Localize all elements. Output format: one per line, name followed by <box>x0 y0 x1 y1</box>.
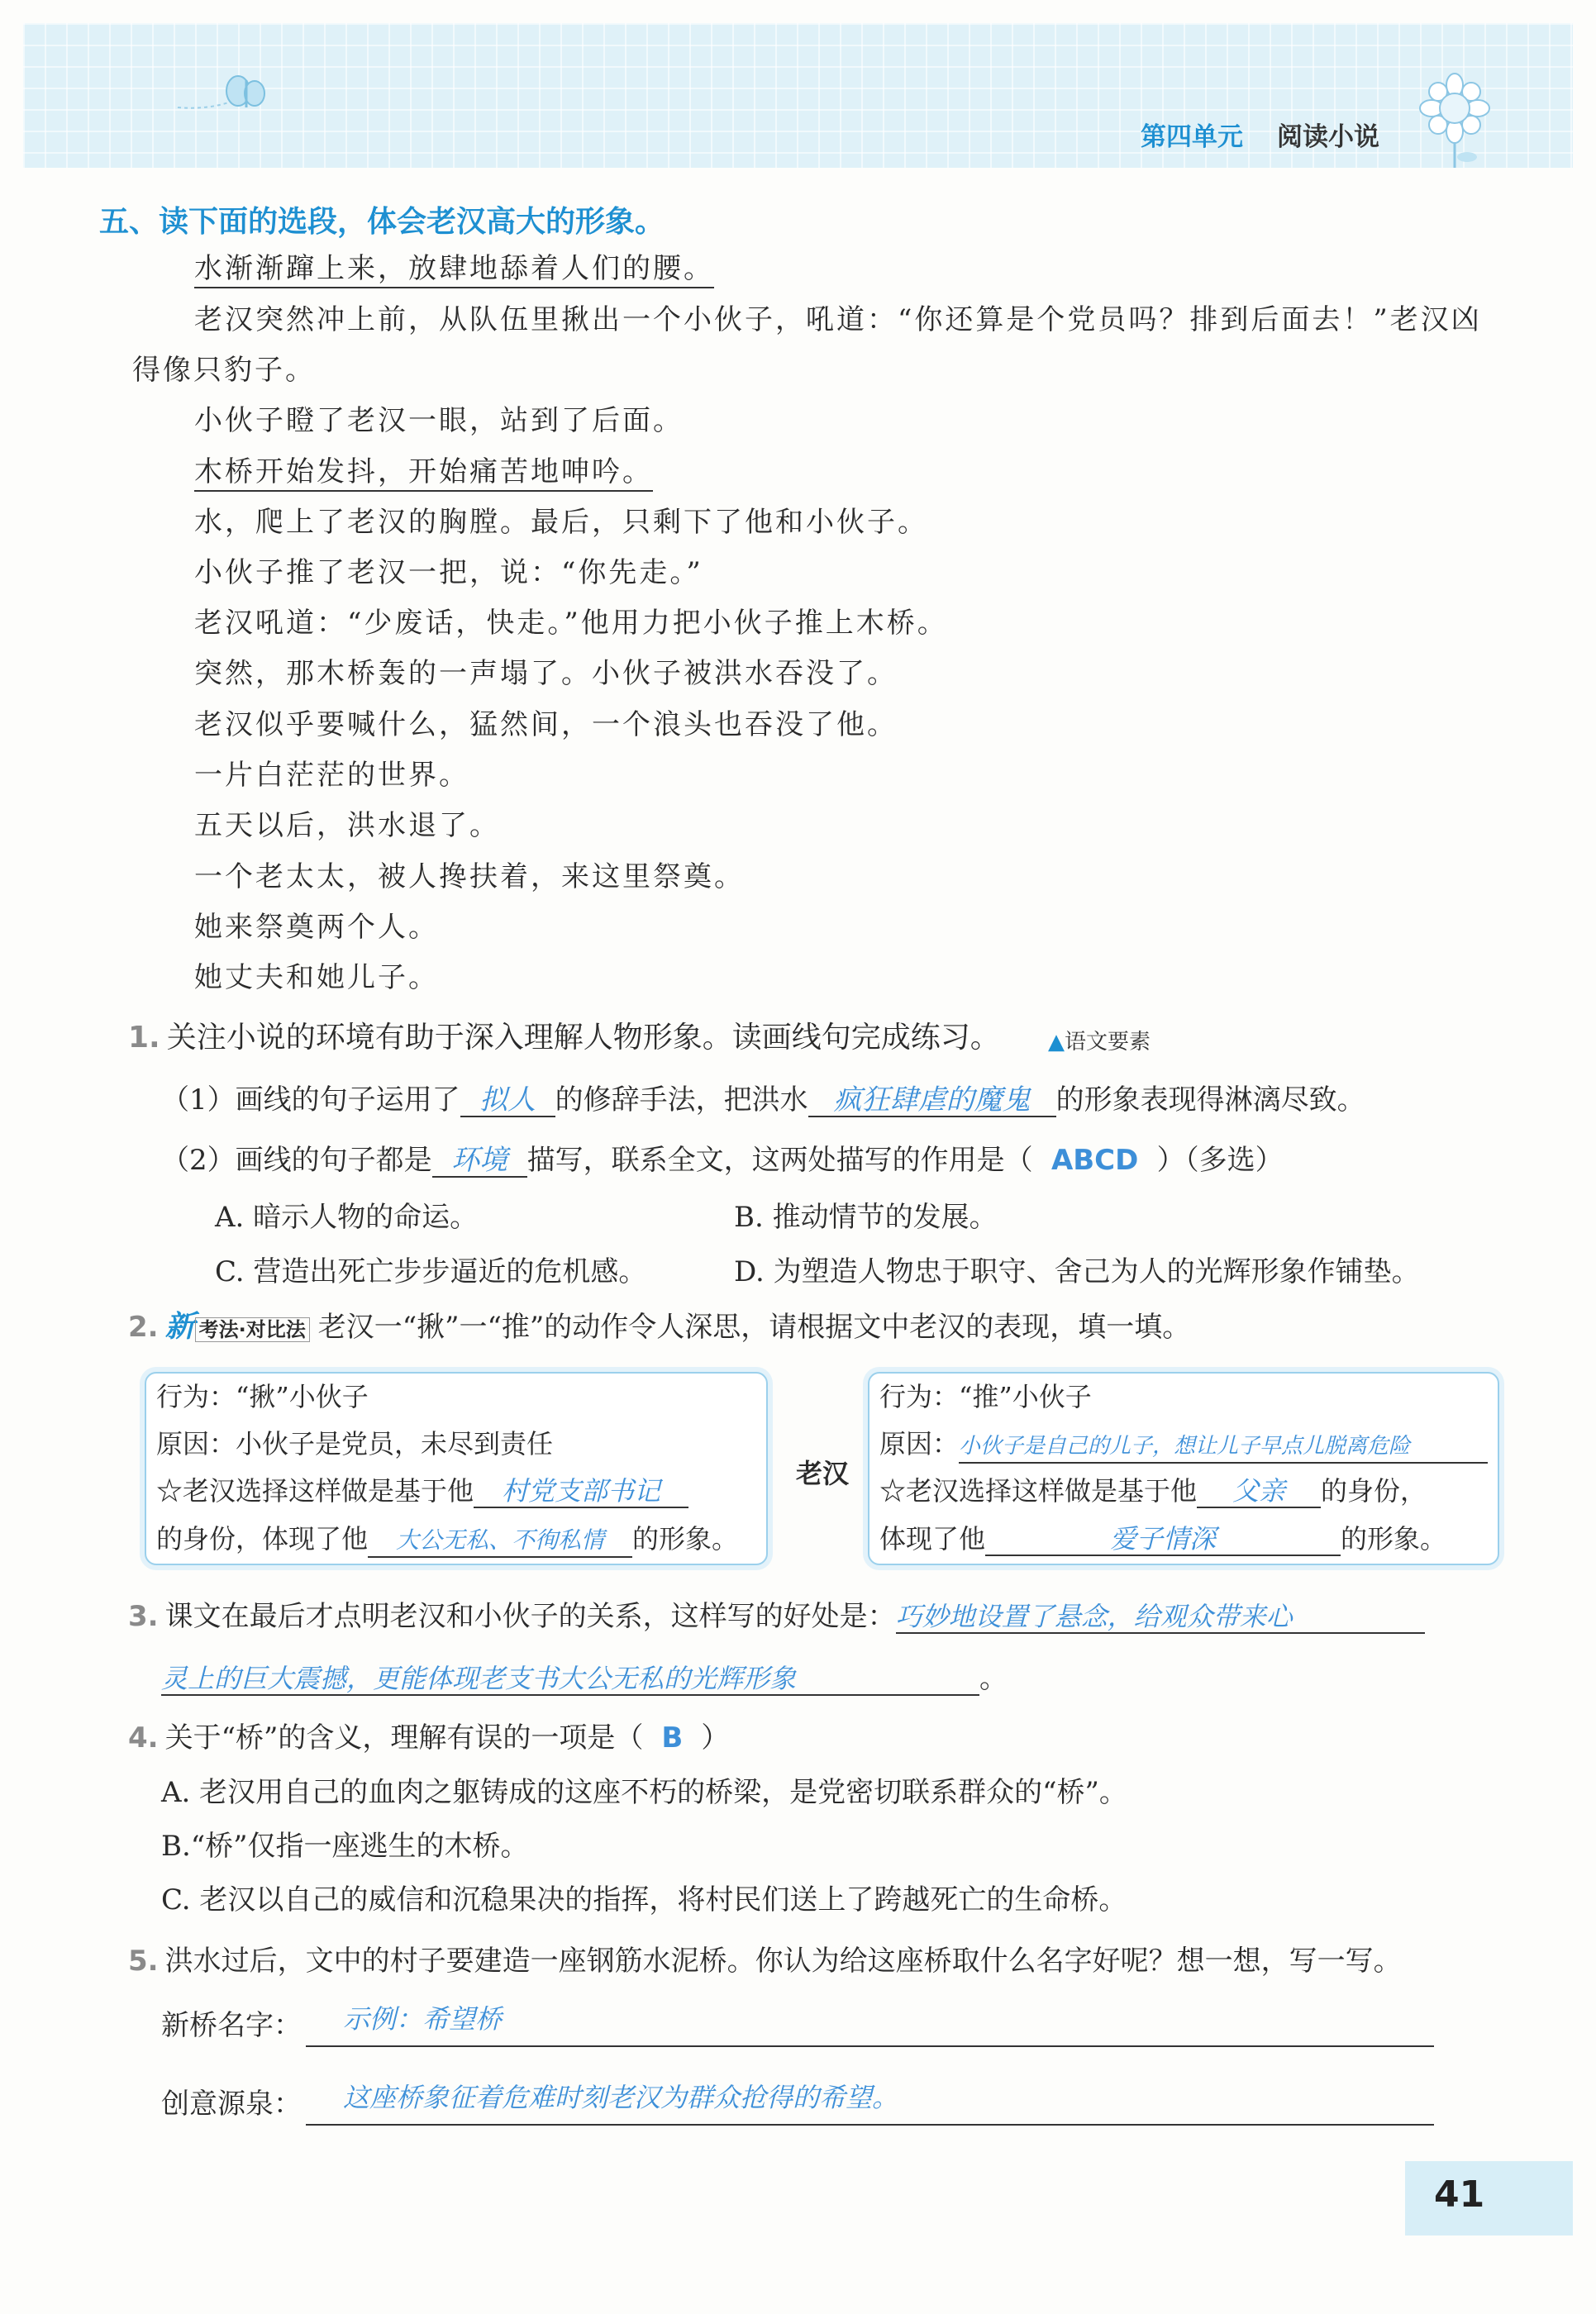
answer-blank[interactable] <box>959 1428 1488 1464</box>
bridge-name-label: 新桥名字： <box>161 2009 302 2042</box>
butterfly-icon <box>174 70 273 120</box>
answer-blank[interactable] <box>896 1601 1425 1634</box>
answer-blank[interactable] <box>474 1475 688 1508</box>
passage-line: 突然，那木桥轰的一声塌了。小伙子被洪水吞没了。 <box>194 657 898 690</box>
passage-line: 一片白茫茫的世界。 <box>194 759 469 792</box>
question-text: 洪水过后，文中的村子要建造一座钢筋水泥桥。你认为给这座桥取什么名字好呢？想一想，写一写。 <box>164 1945 1402 1978</box>
warning-triangle-icon: ▲ <box>1048 1030 1065 1055</box>
q1-option-a: A. 暗示人物的命运。 <box>215 1201 479 1234</box>
box-identity <box>156 1474 688 1508</box>
question-text: 老汉一“揪”一“推”的动作令人深思，请根据文中老汉的表现，填一填。 <box>317 1311 1191 1344</box>
answer-blank[interactable] <box>460 1084 555 1117</box>
section-label: 阅读小说 <box>1277 122 1379 152</box>
box-image <box>156 1522 738 1558</box>
handwritten-answer: 父亲 <box>1232 1475 1286 1507</box>
answer-blank[interactable] <box>432 1145 527 1178</box>
handwritten-answer: 环境 <box>451 1144 508 1177</box>
q4-option-c: C. 老汉以自己的威信和沉稳果决的指挥，将村民们送上了跨越死亡的生命桥。 <box>161 1883 1127 1916</box>
answer-blank[interactable] <box>985 1523 1341 1556</box>
question-1 <box>128 1021 1000 1055</box>
q1-sub1-text: （1）画线的句子运用了 <box>161 1083 460 1117</box>
handwritten-answer: 疯狂肆虐的魔鬼 <box>833 1083 1031 1117</box>
handwritten-answer: 巧妙地设置了悬念，给观众带来心 <box>895 1601 1293 1632</box>
passage-line: 老汉吼道：“少废话，快走。”他用力把小伙子推上木桥。 <box>194 607 948 640</box>
q1-option-c: C. 营造出死亡步步逼近的危机感。 <box>215 1255 647 1288</box>
question-text: 课文在最后才点明老汉和小伙子的关系，这样写的好处是： <box>164 1600 896 1633</box>
handwritten-answer: 爱子情深 <box>1110 1523 1217 1555</box>
answer-blank[interactable] <box>161 1663 979 1696</box>
question-2 <box>128 1310 1190 1347</box>
q1-option-d: D. 为塑造人物忠于职守、舍己为人的光辉形象作铺垫。 <box>734 1255 1420 1288</box>
passage-line: 木桥开始发抖，开始痛苦地呻吟。 <box>194 455 653 488</box>
box-text: 原因： <box>879 1428 960 1459</box>
bold-answer: B <box>661 1721 684 1755</box>
question-number: 5. <box>128 1945 159 1978</box>
passage-line: 五天以后，洪水退了。 <box>194 809 500 842</box>
answer-blank[interactable] <box>1197 1475 1321 1508</box>
passage-line: 一个老太太，被人搀扶着，来这里祭奠。 <box>194 860 745 893</box>
punctuation: 。 <box>979 1662 1008 1695</box>
q1-option-b: B. 推动情节的发展。 <box>734 1201 998 1234</box>
yuwen-tag <box>1048 1025 1151 1055</box>
q1-sub1 <box>161 1083 1365 1117</box>
laohan-label: 老汉 <box>795 1458 849 1489</box>
unit-label: 第四单元 <box>1141 122 1243 152</box>
answer-slot[interactable] <box>643 1721 701 1755</box>
tag-label: 语文要素 <box>1065 1030 1151 1055</box>
answer-line[interactable] <box>306 2124 1434 2126</box>
handwritten-answer: 村党支部书记 <box>502 1475 661 1507</box>
page-number: 41 <box>1434 2174 1485 2216</box>
question-number: 4. <box>128 1721 159 1755</box>
question-4 <box>128 1721 729 1755</box>
box-text: 的身份， <box>1321 1475 1427 1507</box>
question-number: 2. <box>128 1311 159 1344</box>
q1-sub2-text: ）（多选） <box>1156 1144 1284 1177</box>
box-identity <box>879 1474 1427 1508</box>
left-answer-box <box>145 1372 768 1565</box>
passage-line: 老汉似乎要喊什么，猛然间，一个浪头也吞没了他。 <box>194 708 898 741</box>
passage-line: 小伙子瞪了老汉一眼，站到了后面。 <box>194 404 684 437</box>
box-behavior: 行为：“推”小伙子 <box>879 1381 1092 1412</box>
sunflower-icon <box>1409 70 1500 169</box>
question-text: 关于“桥”的含义，理解有误的一项是（ <box>164 1721 644 1755</box>
box-reason: 原因：小伙子是党员，未尽到责任 <box>156 1428 554 1459</box>
bold-answer: ABCD <box>1051 1144 1139 1177</box>
method-tag: 考法·对比法 <box>195 1317 310 1342</box>
answer-slot[interactable] <box>1033 1143 1157 1178</box>
handwritten-answer: 大公无私、不徇私情 <box>396 1526 605 1554</box>
answer-blank[interactable] <box>368 1523 632 1558</box>
question-text: 关注小说的环境有助于深入理解人物形象。读画线句完成练习。 <box>166 1021 1000 1055</box>
right-answer-box <box>868 1372 1499 1565</box>
box-text: ☆老汉选择这样做是基于他 <box>156 1475 474 1507</box>
passage-line: 得像只豹子。 <box>132 354 316 387</box>
question-3-line2 <box>161 1661 1008 1696</box>
question-text: ） <box>701 1721 730 1755</box>
box-text: 的形象。 <box>632 1523 739 1555</box>
passage-line: 水，爬上了老汉的胸膛。最后，只剩下了他和小伙子。 <box>194 506 928 539</box>
box-text: ☆老汉选择这样做是基于他 <box>879 1475 1198 1507</box>
question-number: 3. <box>128 1600 159 1633</box>
box-text: 的形象。 <box>1341 1523 1447 1555</box>
new-tag: 新 <box>164 1310 195 1344</box>
section-title: 五、读下面的选段，体会老汉高大的形象。 <box>99 205 665 239</box>
handwritten-answer: 示例：希望桥 <box>343 2003 503 2035</box>
q4-option-a: A. 老汉用自己的血肉之躯铸成的这座不朽的桥梁，是党密切联系群众的“桥”。 <box>161 1776 1127 1809</box>
q1-sub1-text: 的修辞手法，把洪水 <box>555 1083 808 1117</box>
question-number: 1. <box>128 1021 160 1055</box>
q1-sub2-text: 描写，联系全文，这两处描写的作用是（ <box>526 1144 1033 1177</box>
answer-line[interactable] <box>306 2045 1434 2047</box>
box-text: 的身份，体现了他 <box>156 1523 369 1555</box>
question-3 <box>128 1599 1425 1634</box>
question-5 <box>128 1944 1402 1978</box>
q4-option-b: B.“桥”仅指一座逃生的木桥。 <box>161 1830 529 1863</box>
handwritten-answer: 灵上的巨大震撼，更能体现老支书大公无私的光辉形象 <box>161 1663 797 1694</box>
q1-sub2-text: （2）画线的句子都是 <box>161 1144 432 1177</box>
box-reason <box>879 1427 1488 1464</box>
passage-line: 小伙子推了老汉一把，说：“你先走。” <box>194 556 703 589</box>
passage-line: 老汉突然冲上前，从队伍里揪出一个小伙子，吼道：“你还算是个党员吗？排到后面去！”老汉凶 <box>194 303 1482 336</box>
handwritten-answer: 拟人 <box>479 1083 536 1117</box>
box-image <box>879 1522 1446 1556</box>
passage-line: 水渐渐蹿上来，放肆地舔着人们的腰。 <box>194 252 714 285</box>
q1-sub1-text: 的形象表现得淋漓尽致。 <box>1055 1083 1365 1117</box>
handwritten-answer: 这座桥象征着危难时刻老汉为群众抢得的希望。 <box>343 2082 899 2113</box>
box-behavior: 行为：“揪”小伙子 <box>156 1381 369 1412</box>
page-number-band <box>1405 2161 1573 2235</box>
passage-line: 她丈夫和她儿子。 <box>194 961 439 994</box>
handwritten-answer: 小伙子是自己的儿子，想让儿子早点儿脱离危险 <box>959 1434 1411 1459</box>
answer-blank[interactable] <box>808 1084 1056 1117</box>
creative-source-label: 创意源泉： <box>161 2088 302 2121</box>
passage-line: 她来祭奠两个人。 <box>194 911 439 944</box>
q1-sub2 <box>161 1143 1284 1178</box>
box-text: 体现了他 <box>879 1523 986 1555</box>
